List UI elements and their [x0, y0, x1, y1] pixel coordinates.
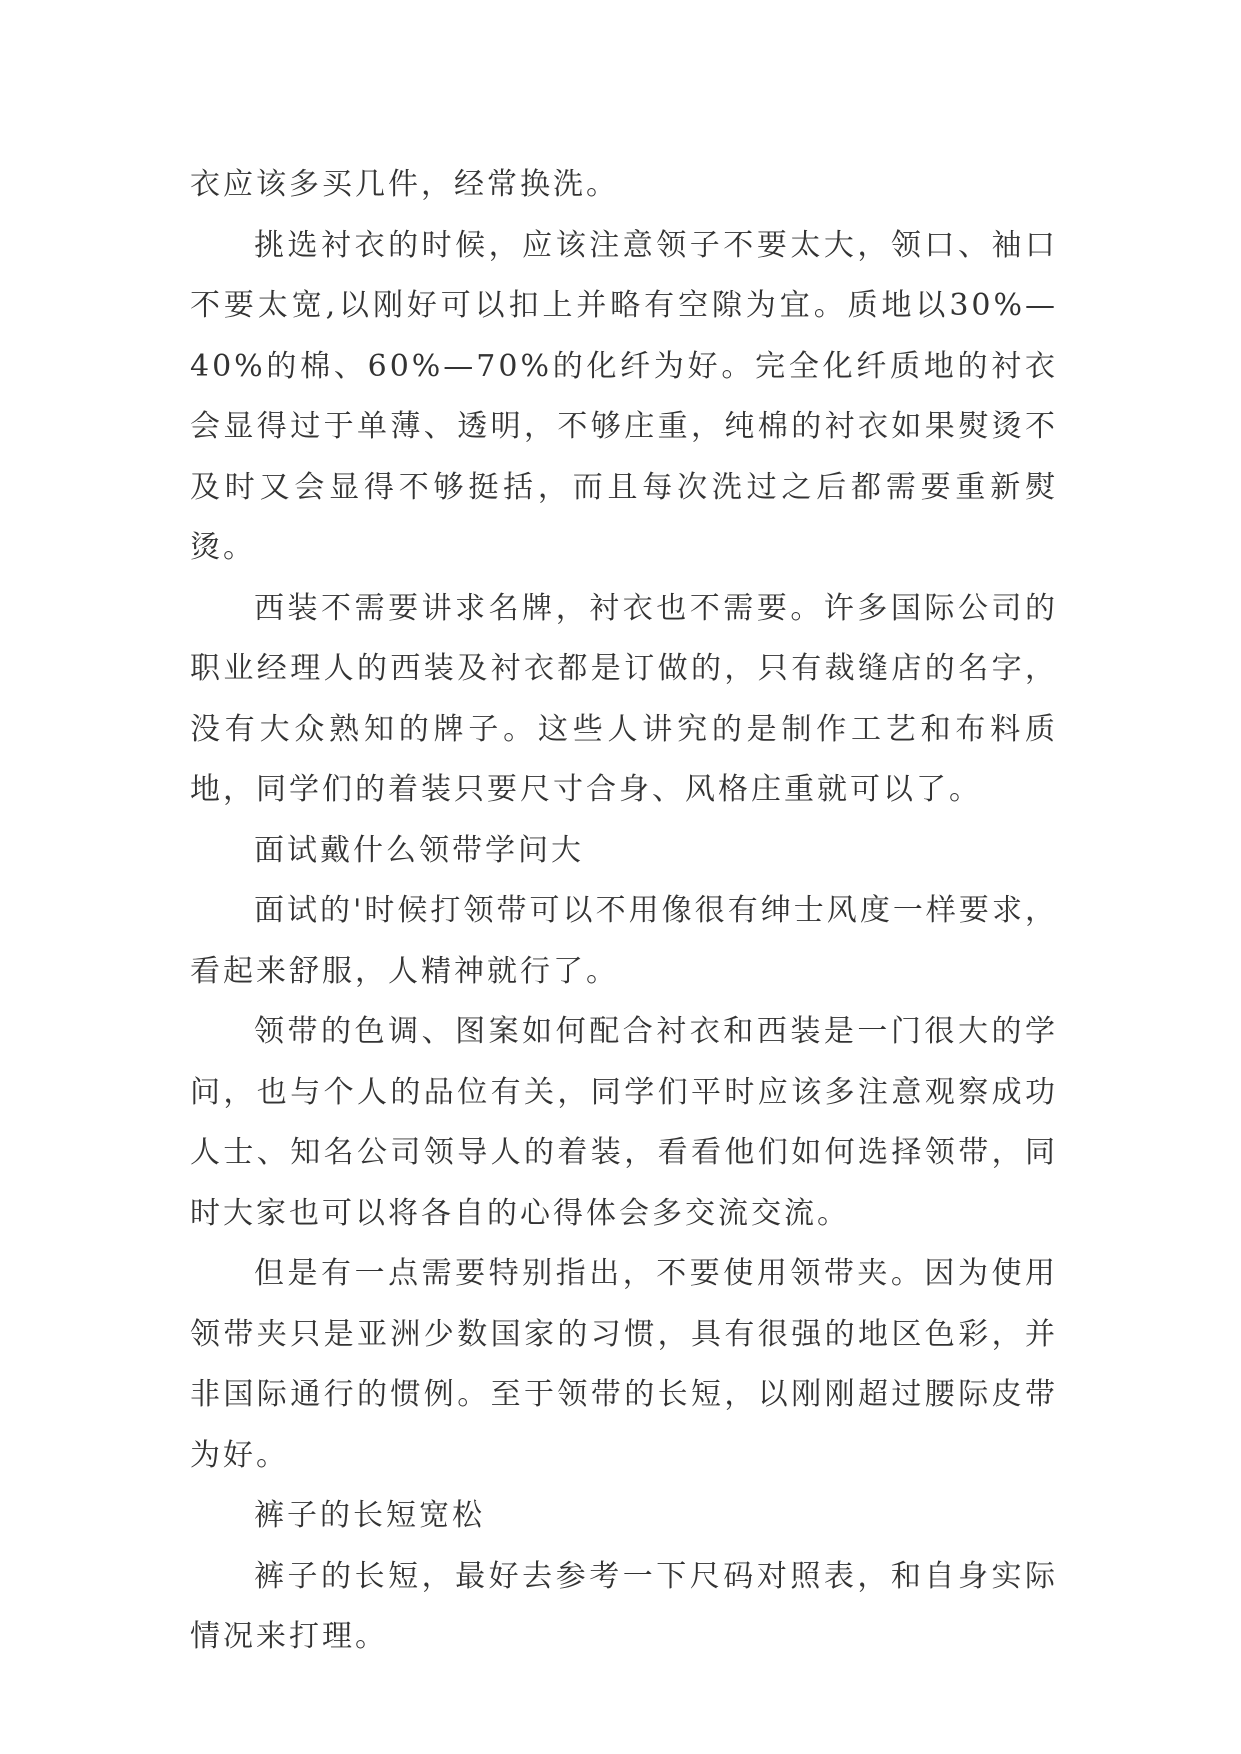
paragraph-shirt-selection: 挑选衬衣的时候，应该注意领子不要太大，领口、袖口不要太宽,以刚好可以扣上并略有空隙为宜。质地以30%—40%的棉、60%—70%的化纤为好。完全化纤质地的衬衣会显得过于单薄、透明，不够庄重，纯棉的衬衣如果熨烫不及时又会显得不够挺括，而且每次洗过之后都需要重新熨烫。: [190, 227, 1058, 565]
paragraph-pants: 裤子的长短，最好去参考一下尺码对照表，和自身实际情况来打理。: [190, 1558, 1058, 1654]
paragraph-brand: 西装不需要讲求名牌，衬衣也不需要。许多国际公司的职业经理人的西装及衬衣都是订做的，只有裁缝店的名字，没有大众熟知的牌子。这些人讲究的是制作工艺和布料质地，同学们的着装只要尺寸合身、风格庄重就可以了。: [190, 590, 1058, 807]
paragraph-tie-color: 领带的色调、图案如何配合衬衣和西装是一门很大的学问，也与个人的品位有关，同学们平时应该多注意观察成功人士、知名公司领导人的着装，看看他们如何选择领带，同时大家也可以将各自的心得体会多交流交流。: [190, 1014, 1058, 1231]
section-heading-tie: 面试戴什么领带学问大: [254, 832, 584, 868]
paragraph-tie-intro: 面试的'时候打领带可以不用像很有绅士风度一样要求，看起来舒服，人精神就行了。: [190, 893, 1058, 989]
paragraph-continuation: 衣应该多买几件，经常换洗。: [190, 167, 619, 202]
section-heading-pants: 裤子的长短宽松: [254, 1498, 485, 1533]
paragraph-tie-clip: 但是有一点需要特别指出，不要使用领带夹。因为使用领带夹只是亚洲少数国家的习惯，具有很强的地区色彩，并非国际通行的惯例。至于领带的长短，以刚刚超过腰际皮带为好。: [190, 1256, 1058, 1473]
body-text: [190, 155, 1058, 1668]
